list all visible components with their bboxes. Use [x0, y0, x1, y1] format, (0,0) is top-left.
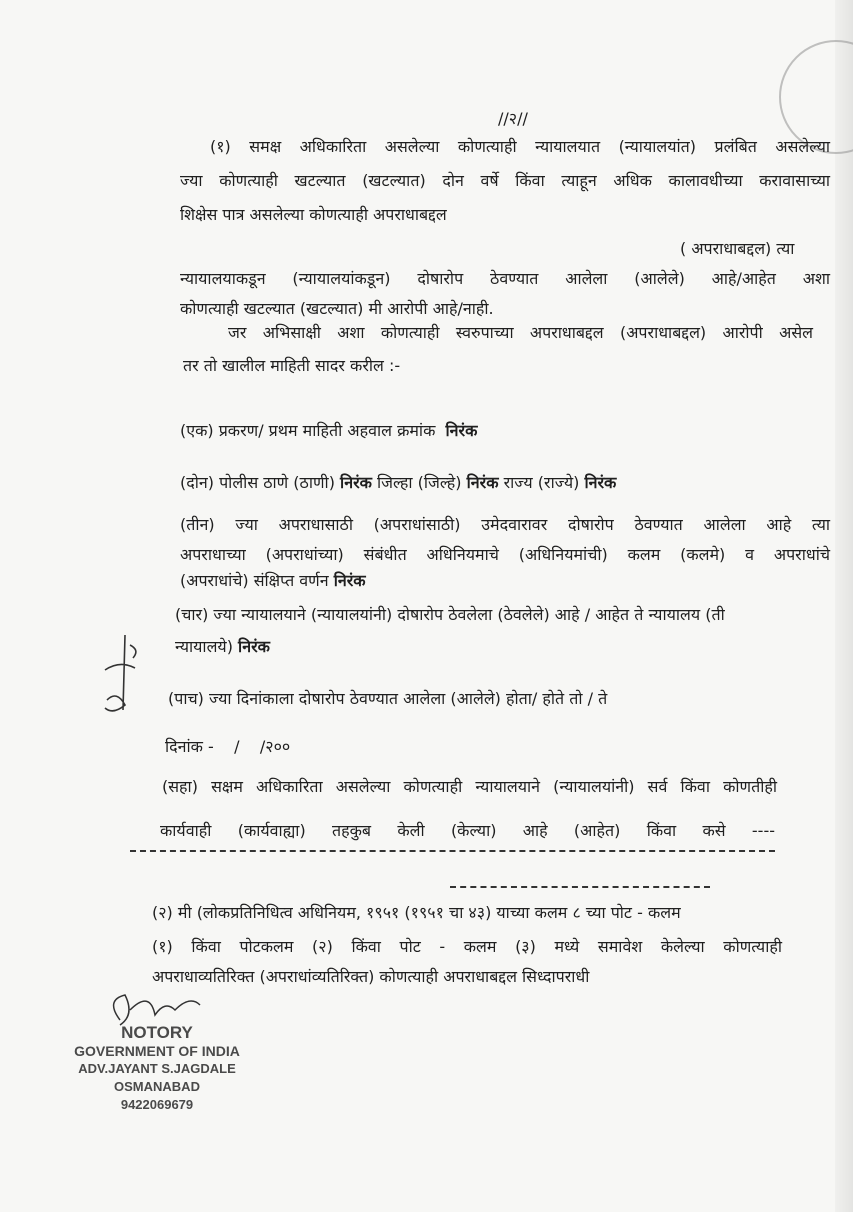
notary-stamp [72, 1024, 242, 1114]
item5-line1: (पाच) ज्या दिनांकाला दोषारोप ठेवण्यात आलेला (आलेले) होता/ होते तो / ते [168, 689, 608, 708]
para3-line2: (१) किंवा पोटकलम (२) किंवा पोट - कलम (३) मध्ये समावेश केलेल्या कोणत्याही [152, 937, 782, 956]
para1-line4: न्यायालयाकडून (न्यायालयांकडून) दोषारोप ठेवण्यात आलेला (आलेले) आहे/आहेत अशा [180, 269, 830, 288]
page-number: //२// [498, 109, 528, 128]
item4-value: निरंक [238, 637, 270, 656]
para1-line5: कोणत्याही खटल्यात (खटल्यात) मी आरोपी आहे/नाही. [180, 299, 494, 318]
item2-district: जिल्हा (जिल्हे) [377, 473, 462, 492]
para1-line2: ज्या कोणत्याही खटल्यात (खटल्यात) दोन वर्षे किंवा त्याहून अधिक कालावधीच्या करावासाच्या [180, 171, 830, 190]
item2-police-value: निरंक [340, 473, 372, 492]
item3-line2: अपराधाच्या (अपराधांच्या) संबंधीत अधिनियमाचे (अधिनियमांची) कलम (कलमे) व अपराधांचे [180, 545, 830, 564]
item1 [180, 420, 477, 442]
item3-value: निरंक [333, 571, 366, 590]
item3-line3 [180, 570, 366, 592]
item6-line1: (सहा) सक्षम अधिकारिता असलेल्या कोणत्याही न्यायालयाने (न्यायालयांनी) सर्व किंवा कोणतीही [162, 777, 777, 796]
stamp-line4: 9422069679 [120, 1097, 194, 1112]
dashed-line [450, 886, 710, 888]
para3-line1: (२) मी (लोकप्रतिनिधित्व अधिनियम, १९५१ (१९५१ चा ४३) याच्या कलम ८ च्या पोट - कलम [152, 903, 681, 922]
para2-line1: जर अभिसाक्षी अशा कोणत्याही स्वरुपाच्या अपराधाबद्दल (अपराधाबद्दल) आरोपी असेल [228, 323, 813, 342]
stamp-title: NOTORY [121, 1023, 193, 1042]
item2-police-station: (दोन) पोलीस ठाणे (ठाणी) [180, 473, 335, 492]
item6-line2: कार्यवाही (कार्यवाह्या) तहकुब केली (केल्या) आहे (आहेत) किंवा कसे ---- [160, 821, 775, 840]
item4-line1: (चार) ज्या न्यायालयाने (न्यायालयांनी) दोषारोप ठेवलेला (ठेवलेले) आहे / आहेत ते न्यायालय (ती [175, 605, 725, 624]
para1-line1: (१) समक्ष अधिकारिता असलेल्या कोणत्याही न्यायालयात (न्यायालयांत) प्रलंबित असलेल्या [210, 137, 830, 156]
stamp-line1: GOVERNMENT OF INDIA [74, 1043, 240, 1059]
para3-line3: अपराधाव्यतिरिक्त (अपराधांव्यतिरिक्त) कोणत्याही अपराधाबद्दल सिध्दापराधी [152, 967, 590, 986]
item5-date: दिनांक - / /२०० [165, 737, 291, 756]
item2 [180, 472, 616, 494]
margin-signature [95, 630, 145, 720]
item4-line2-text: न्यायालये) [175, 637, 233, 656]
para2-line2: तर तो खालील माहिती सादर करील :- [183, 356, 401, 375]
item3-line3-text: (अपराधांचे) संक्षिप्त वर्णन [180, 571, 329, 590]
para1-line3-right: ( अपराधाबद्दल) त्या [680, 239, 795, 258]
item3-line1: (तीन) ज्या अपराधासाठी (अपराधांसाठी) उमेदवारावर दोषारोप ठेवण्यात आलेला आहे त्या [180, 515, 830, 534]
scan-edge [835, 0, 853, 1212]
stamp-line2: ADV.JAYANT S.JAGDALE [78, 1061, 236, 1076]
item2-state-value: निरंक [584, 473, 617, 492]
dashed-line [130, 850, 775, 852]
item2-state: राज्य (राज्ये) [503, 473, 580, 492]
item4-line2 [175, 636, 270, 658]
item1-value: निरंक [445, 421, 478, 440]
item2-district-value: निरंक [466, 473, 499, 492]
stamp-line3: OSMANABAD [114, 1079, 200, 1094]
para1-line3: शिक्षेस पात्र असलेल्या कोणत्याही अपराधाबद्दल [180, 205, 447, 224]
item1-label: (एक) प्रकरण/ प्रथम माहिती अहवाल क्रमांक [180, 421, 436, 440]
